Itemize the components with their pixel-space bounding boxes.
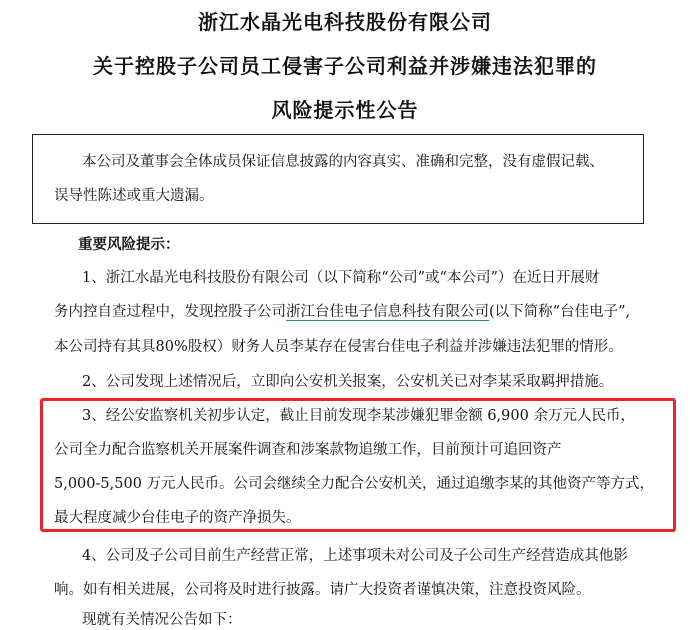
closing-line: 现就有关情况公告如下： xyxy=(82,612,242,628)
p1-line-1: 1、浙江水晶光电科技股份有限公司（以下简称“公司”或“本公司”）在近日开展财 xyxy=(82,270,600,286)
p3-line-1: 3、经公安监察机关初步认定，截止目前发现李某涉嫌犯罪金额 6,900 余万元人民币， xyxy=(82,408,635,424)
p1-line-2-pre: 务内控自查过程中，发现控股子公司 xyxy=(54,304,286,320)
announcement-title-line-2: 风险提示性公告 xyxy=(271,98,419,122)
risk-heading: 重要风险提示： xyxy=(78,237,180,253)
p4-line-2: 响。如有相关进展，公司将及时进行披露。请广大投资者谨慎决策，注意投资风险。 xyxy=(54,582,591,598)
p3-line-4: 最大程度减少台佳电子的资产净损失。 xyxy=(54,510,301,526)
company-title: 浙江水晶光电科技股份有限公司 xyxy=(198,10,492,34)
notice-line-2: 误导性陈述或重大遗漏。 xyxy=(54,188,214,204)
notice-line-1: 本公司及董事会全体成员保证信息披露的内容真实、准确和完整，没有虚假记载、 xyxy=(82,154,604,170)
disclosure-notice-box xyxy=(32,134,644,224)
p2-line-1: 2、公司发现上述情况后，立即向公安机关报案，公安机关已对李某采取羁押措施。 xyxy=(82,374,614,390)
p1-line-3: 本公司持有其具80%股权）财务人员李某存在侵害台佳电子利益并涉嫌违法犯罪的情形。 xyxy=(54,339,623,355)
p1-line-2-post: (以下简称“台佳电子”, xyxy=(489,304,631,320)
p3-line-3: 5,000-5,500 万元人民币。公司会继续全力配合公安机关，通过追缴李某的其他资产等方式， xyxy=(54,476,655,492)
highlight-box xyxy=(40,398,676,532)
p1-line-2 xyxy=(54,302,630,322)
p4-line-1: 4、公司及子公司目前生产经营正常，上述事项未对公司及子公司生产经营造成其他影 xyxy=(82,548,628,564)
subsidiary-name-link[interactable]: 浙江台佳电子信息科技有限公司 xyxy=(286,304,489,320)
announcement-title-line-1: 关于控股子公司员工侵害子公司利益并涉嫌违法犯罪的 xyxy=(93,54,597,78)
p3-line-2: 公司全力配合监察机关开展案件调查和涉案款物追缴工作，目前预计可追回资产 xyxy=(54,442,562,458)
